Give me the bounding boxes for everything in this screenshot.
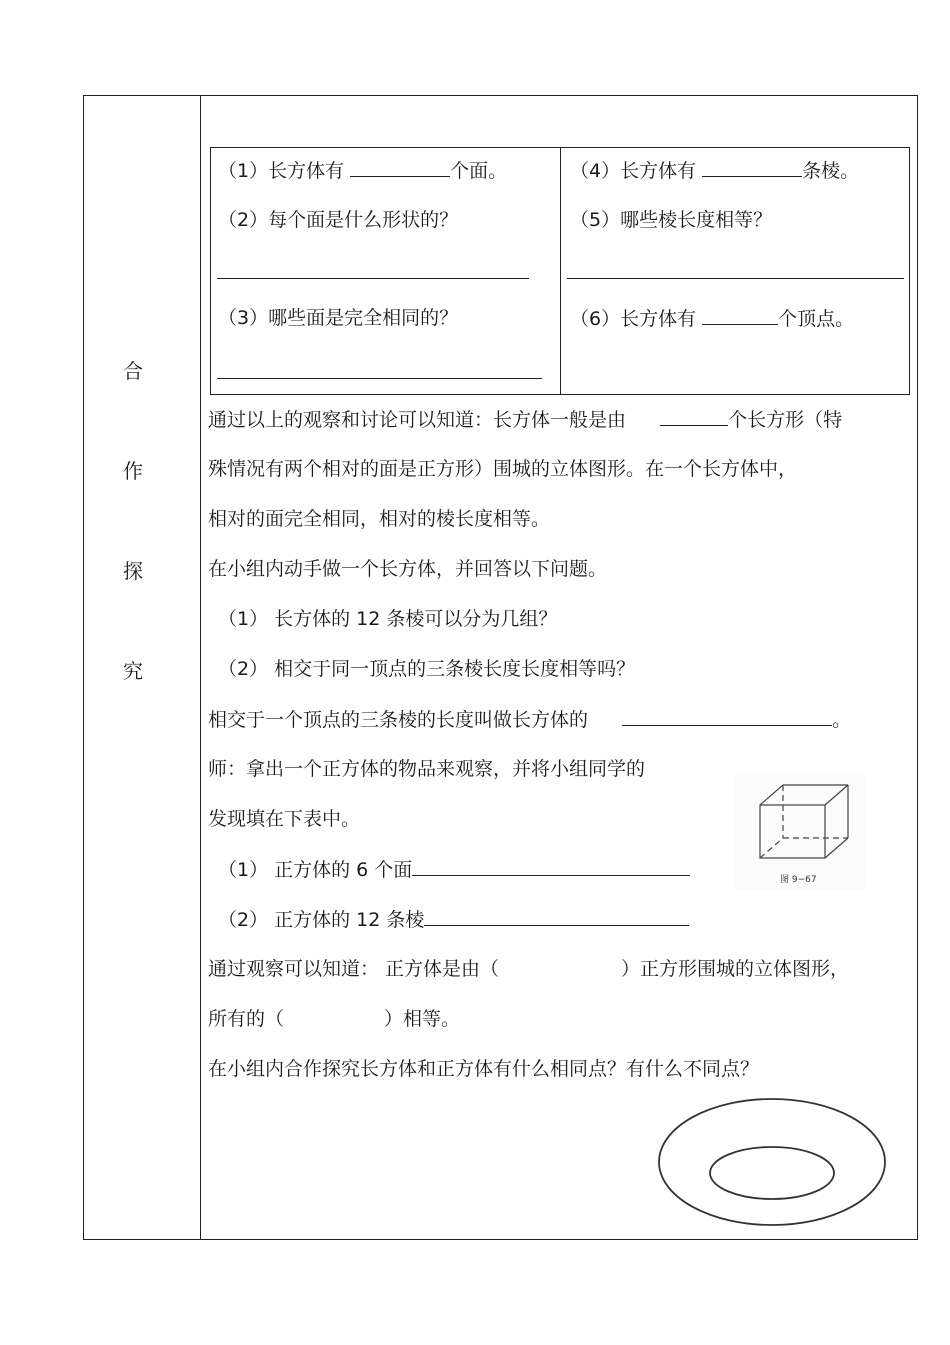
paragraph-3: 相对的面完全相同，相对的棱长度相等。 — [208, 508, 551, 530]
figure-caption: 图 9−67 — [780, 875, 817, 885]
question-3: （3）哪些面是完全相同的？ — [218, 307, 459, 329]
answer-line[interactable] — [567, 278, 904, 279]
paragraph-13-suffix: ）相等。 — [384, 1008, 461, 1030]
question-1 — [218, 158, 507, 183]
side-label-char-4: 究 — [123, 659, 143, 683]
nested-ovals-diagram — [655, 1095, 890, 1230]
question-6 — [570, 306, 854, 331]
question-cuboid-2: （2） 相交于同一顶点的三条棱长度长度相等吗？ — [218, 658, 636, 680]
question-4-text: （4）长方体有 — [570, 160, 697, 182]
paragraph-12-suffix: ）正方形围城的立体图形， — [621, 958, 850, 980]
paragraph-7-suffix: 。 — [832, 709, 852, 731]
paragraph-1-suffix: 个长方形（特 — [728, 409, 843, 431]
question-table-divider — [560, 147, 561, 395]
side-label-char-1: 合 — [123, 359, 143, 383]
outer-oval — [659, 1099, 885, 1225]
answer-blank[interactable] — [702, 158, 802, 177]
column-divider — [200, 95, 201, 1240]
paragraph-7 — [208, 707, 851, 732]
question-6-suffix: 个顶点。 — [778, 308, 855, 330]
question-5: （5）哪些棱长度相等？ — [570, 209, 773, 231]
paragraph-13 — [208, 1007, 460, 1031]
paragraph-8: 师：拿出一个正方体的物品来观察，并将小组同学的 — [208, 758, 646, 780]
paragraph-7-text: 相交于一个顶点的三条棱的长度叫做长方体的 — [208, 709, 589, 731]
answer-line[interactable] — [217, 378, 542, 379]
paragraph-14: 在小组内合作探究长方体和正方体有什么相同点？有什么不同点？ — [208, 1058, 760, 1080]
question-1-text: （1）长方体有 — [218, 160, 345, 182]
answer-blank[interactable] — [424, 907, 689, 926]
question-2: （2）每个面是什么形状的？ — [218, 209, 459, 231]
answer-blank[interactable] — [702, 306, 778, 325]
question-cube-2-text: （2） 正方体的 12 条棱 — [218, 909, 425, 931]
paragraph-9: 发现填在下表中。 — [208, 808, 361, 830]
paragraph-1-text: 通过以上的观察和讨论可以知道：长方体一般是由 — [208, 409, 627, 431]
answer-blank[interactable] — [622, 707, 832, 726]
answer-blank[interactable] — [350, 158, 450, 177]
paragraph-4: 在小组内动手做一个长方体，并回答以下问题。 — [208, 558, 608, 580]
question-1-suffix: 个面。 — [450, 160, 508, 182]
side-label-char-3: 探 — [123, 559, 143, 583]
question-cube-1 — [218, 857, 690, 882]
side-label-char-2: 作 — [123, 459, 143, 483]
inner-oval — [710, 1147, 834, 1199]
paragraph-13-text: 所有的（ — [208, 1008, 285, 1030]
question-cube-2 — [218, 907, 689, 932]
answer-line[interactable] — [217, 278, 529, 279]
paragraph-2: 殊情况有两个相对的面是正方形）围城的立体图形。在一个长方体中， — [208, 458, 798, 480]
question-cube-1-text: （1） 正方体的 6 个面 — [218, 859, 413, 881]
question-6-text: （6）长方体有 — [570, 308, 697, 330]
question-4 — [570, 158, 859, 183]
paragraph-12-text: 通过观察可以知道： 正方体是由（ — [208, 958, 500, 980]
answer-blank[interactable] — [412, 857, 690, 876]
question-4-suffix: 条棱。 — [802, 160, 860, 182]
paragraph-12 — [208, 957, 849, 981]
answer-blank[interactable] — [660, 407, 728, 426]
paragraph-1 — [208, 407, 842, 432]
question-cuboid-1: （1） 长方体的 12 条棱可以分为几组？ — [218, 608, 558, 630]
